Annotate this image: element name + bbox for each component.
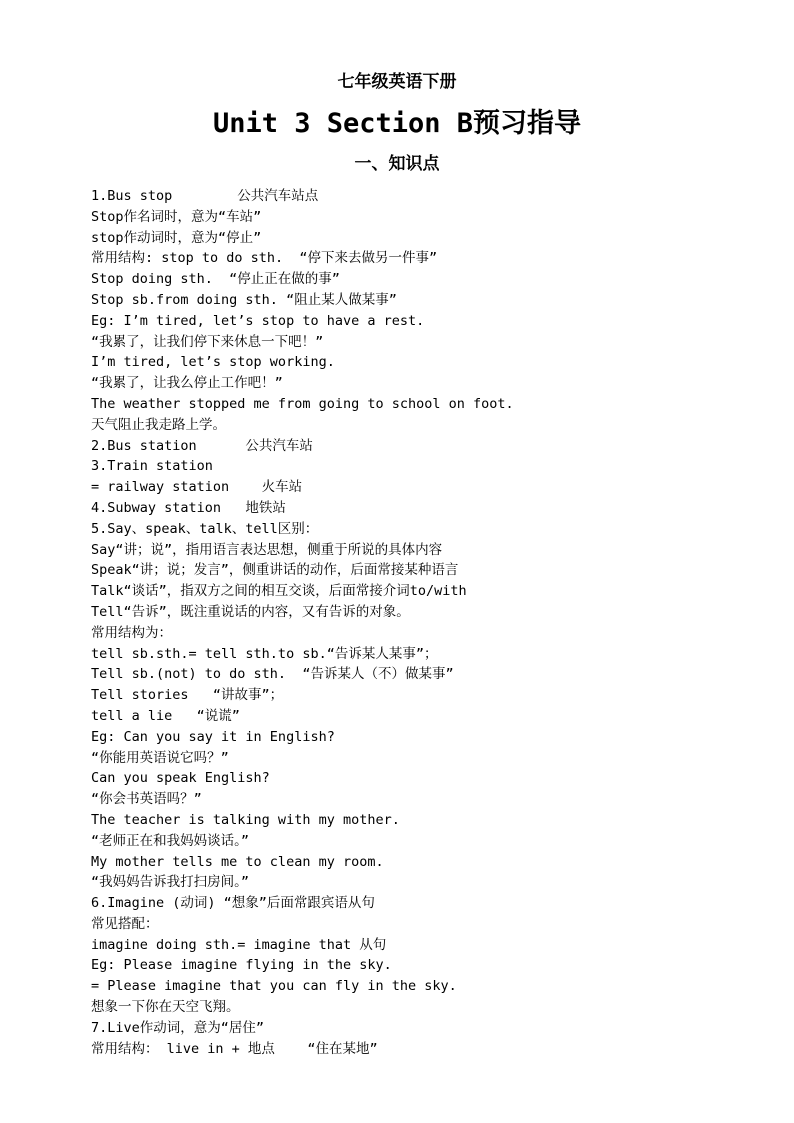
content-line: Eg: Can you say it in English? bbox=[91, 728, 335, 745]
content-line: Stop doing sth. “停止正在做的事” bbox=[91, 271, 340, 288]
content-line: 想象一下你在天空飞翔。 bbox=[91, 999, 240, 1016]
content-line: Eg: I’m tired, let’s stop to have a rest. bbox=[91, 312, 425, 329]
section-heading: 一、知识点 bbox=[354, 154, 440, 174]
content-line: “你会书英语吗？” bbox=[91, 791, 202, 808]
content-line: I’m tired, let’s stop working. bbox=[91, 354, 335, 371]
content-line: Talk“谈话”，指双方之间的相互交谈，后面常接介词to/with bbox=[91, 583, 467, 600]
content-line: The weather stopped me from going to school on foot. bbox=[91, 395, 514, 412]
content-line: 3.Train station bbox=[91, 458, 213, 475]
content-line: 6.Imagine (动词) “想象”后面常跟宾语从句 bbox=[91, 895, 375, 912]
content-line: The teacher is talking with my mother. bbox=[91, 811, 400, 828]
content-line: “我妈妈告诉我打扫房间。” bbox=[91, 874, 250, 891]
content-line: 常用结构: stop to do sth. “停下来去做另一件事” bbox=[91, 250, 438, 267]
content-line: stop作动词时，意为“停止” bbox=[91, 229, 262, 246]
content-line: tell sb.sth.= tell sth.to sb.“告诉某人某事”； bbox=[91, 645, 438, 662]
content-line: 4.Subway station 地铁站 bbox=[91, 499, 286, 516]
content-line: 2.Bus station 公共汽车站 bbox=[91, 437, 313, 454]
content-line: 7.Live作动词，意为“居住” bbox=[91, 1019, 265, 1036]
content-line: Stop sb.from doing sth. “阻止某人做某事” bbox=[91, 291, 397, 308]
content-line: 天气阻止我走路上学。 bbox=[91, 416, 226, 433]
content-line: Eg: Please imagine flying in the sky. bbox=[91, 957, 392, 974]
content-line: “我累了，让我们停下来休息一下吧！” bbox=[91, 333, 324, 350]
content-line: Can you speak English? bbox=[91, 770, 270, 787]
grade-heading: 七年级英语下册 bbox=[337, 72, 457, 92]
content-line: 1.Bus stop 公共汽车站点 bbox=[91, 188, 319, 204]
content-line: 5.Say、speak、talk、tell区别： bbox=[91, 520, 319, 537]
content-line: 常用结构为： bbox=[91, 624, 172, 641]
content-line: imagine doing sth.= imagine that 从句 bbox=[91, 936, 387, 953]
content-line: Stop作名词时，意为“车站” bbox=[91, 208, 262, 225]
content-line: 常见搭配： bbox=[91, 915, 159, 932]
content-line: Speak“讲；说；发言”，侧重讲话的动作，后面常接某种语言 bbox=[91, 562, 459, 579]
document-title: Unit 3 Section B预习指导 bbox=[212, 108, 582, 139]
content-line: Tell“告诉”，既注重说话的内容，又有告诉的对象。 bbox=[91, 603, 410, 620]
content-line: Tell stories “讲故事”； bbox=[91, 687, 284, 704]
content-line: “你能用英语说它吗？” bbox=[91, 749, 229, 766]
content-line: tell a lie “说谎” bbox=[91, 707, 240, 724]
content-line: “老师正在和我妈妈谈话。” bbox=[91, 832, 250, 849]
content-line: My mother tells me to clean my room. bbox=[91, 853, 384, 870]
content-line: = Please imagine that you can fly in the sky. bbox=[91, 978, 457, 995]
content-line: 常用结构： live in + 地点 “住在某地” bbox=[91, 1040, 378, 1057]
content-line: = railway station 火车站 bbox=[91, 479, 303, 496]
content-lines bbox=[91, 186, 731, 1059]
content-line: Tell sb.(not) to do sth. “告诉某人（不）做某事” bbox=[91, 666, 454, 683]
content-line: “我累了，让我么停止工作吧！” bbox=[91, 375, 283, 392]
content-line: Say“讲；说”，指用语言表达思想，侧重于所说的具体内容 bbox=[91, 541, 443, 558]
